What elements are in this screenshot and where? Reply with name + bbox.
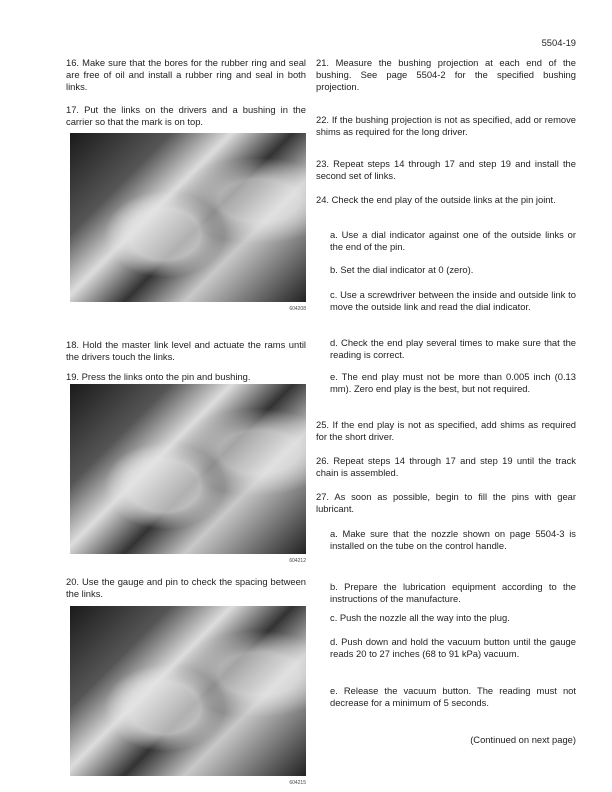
- step-27c: c. Push the nozzle all the way into the plug.: [330, 612, 510, 623]
- step-24b: b. Set the dial indicator at 0 (zero).: [330, 264, 474, 275]
- step-16: 16. Make sure that the bores for the rubber ring and seal are free of oil and install a rubber ring and seal in both links.: [66, 57, 306, 92]
- step-27e: e. Release the vacuum button. The reading must not decrease for a minimum of 5 seconds.: [330, 685, 576, 708]
- step-27a: a. Make sure that the nozzle shown on page 5504-3 is installed on the tube on the control handle.: [330, 528, 576, 551]
- step-23: 23. Repeat steps 14 through 17 and step 19 and install the second set of links.: [316, 158, 576, 181]
- step-24: 24. Check the end play of the outside links at the pin joint.: [316, 194, 556, 205]
- step-24a: a. Use a dial indicator against one of the outside links or the end of the pin.: [330, 229, 576, 252]
- step-19: 19. Press the links onto the pin and bushing.: [66, 371, 251, 382]
- step-21: 21. Measure the bushing projection at each end of the bushing. See page 5504-2 for the specified bushing projection.: [316, 57, 576, 92]
- step-24c: c. Use a screwdriver between the inside and outside link to move the outside link and read the dial indicator.: [330, 289, 576, 312]
- step-22: 22. If the bushing projection is not as specified, add or remove shims as required for the long driver.: [316, 114, 576, 137]
- step-27b: b. Prepare the lubrication equipment according to the instructions of the manufacture.: [330, 581, 576, 604]
- step-24e: e. The end play must not be more than 0.005 inch (0.13 mm). Zero end play is the best, but not required.: [330, 371, 576, 394]
- photo-links-on-drivers: [70, 133, 306, 302]
- step-26: 26. Repeat steps 14 through 17 and step 19 until the track chain is assembled.: [316, 455, 576, 478]
- step-25: 25. If the end play is not as specified, add shims as required for the short driver.: [316, 419, 576, 442]
- figure-number: 604215: [289, 780, 306, 786]
- continued-note: (Continued on next page): [470, 734, 576, 745]
- step-18: 18. Hold the master link level and actuate the rams until the drivers touch the links.: [66, 339, 306, 362]
- figure-number: 604208: [289, 306, 306, 312]
- figure-number: 604212: [289, 558, 306, 564]
- photo-press-links: [70, 384, 306, 554]
- step-17: 17. Put the links on the drivers and a bushing in the carrier so that the mark is on top.: [66, 104, 306, 127]
- step-27: 27. As soon as possible, begin to fill the pins with gear lubricant.: [316, 491, 576, 514]
- photo-gauge-check: [70, 606, 306, 776]
- step-20: 20. Use the gauge and pin to check the spacing between the links.: [66, 576, 306, 599]
- page-number: 5504-19: [541, 37, 576, 48]
- step-27d: d. Push down and hold the vacuum button until the gauge reads 20 to 27 inches (68 to 91 kPa) vacuum.: [330, 636, 576, 659]
- step-24d: d. Check the end play several times to make sure that the reading is correct.: [330, 337, 576, 360]
